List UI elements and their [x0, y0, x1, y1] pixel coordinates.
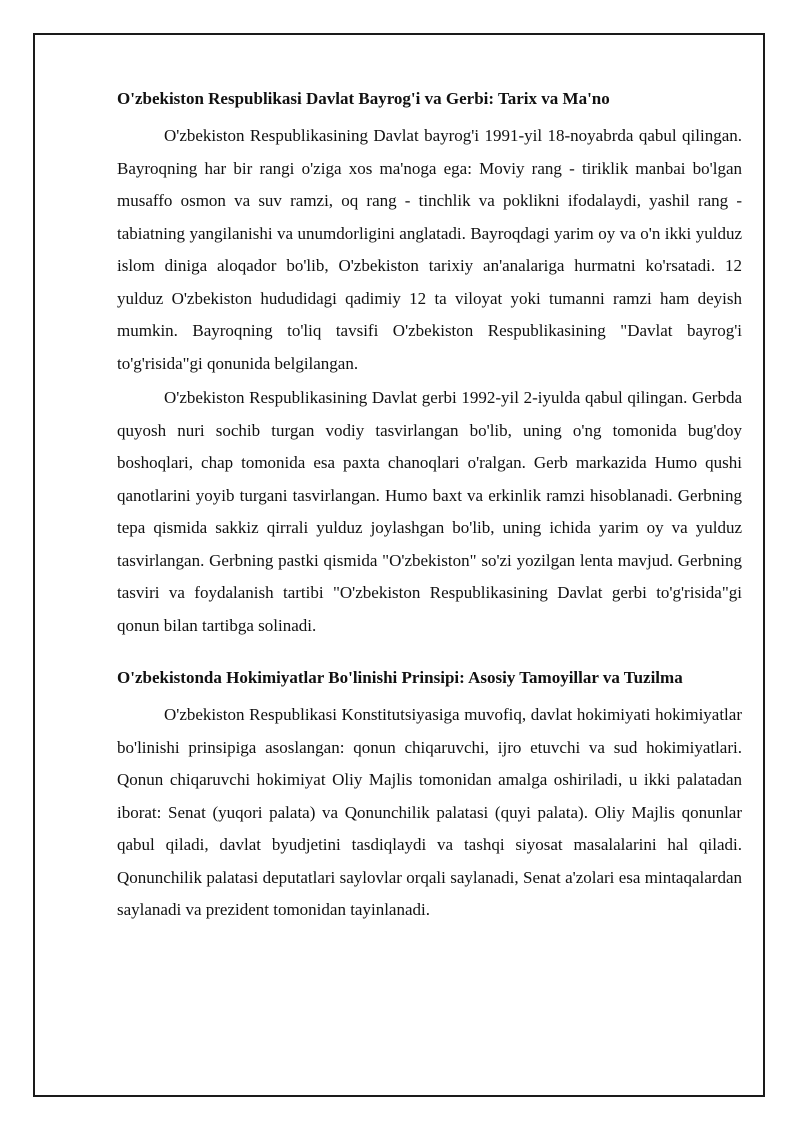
paragraph-flag: O'zbekiston Respublikasining Davlat bayrog'i 1991-yil 18-noyabrda qabul qilingan. Bayroqning har bir rangi o'ziga xos ma'noga ega: Moviy rang - tiriklik manbai bo'lgan musaffo osmon va suv ramzi, oq rang - tinchlik va poklikni ifodalaydi, yashil rang - tabiatning yangilanishi va unumdorligini anglatadi. Bayroqdagi yarim oy va o'n ikki yulduz islom diniga aloqador bo'lib, O'zbekiston tarixiy an'analariga hurmatni ko'rsatadi. 12 yulduz O'zbekiston hududidagi qadimiy 12 ta viloyat yoki tumanni ramzi ham deyish mumkin. Bayroqning to'liq tavsifi O'zbekiston Respublikasining "Davlat bayrog'i to'g'risida"gi qonunida belgilangan.	[117, 126, 742, 373]
section-heading-separation-of-powers: O'zbekistonda Hokimiyatlar Bo'linishi Prinsipi: Asosiy Tamoyillar va Tuzilma	[117, 668, 683, 687]
paragraph-emblem: O'zbekiston Respublikasining Davlat gerbi 1992-yil 2-iyulda qabul qilingan. Gerbda quyosh nuri sochib turgan vodiy tasvirlangan bo'lib, uning o'ng tomonida bug'doy boshoqlari, chap tomonida esa paxta chanoqlari o'ralgan. Gerb markazida Humo qushi qanotlarini yoyib turgani tasvirlangan. Humo baxt va erkinlik ramzi hisoblanadi. Gerbning tepa qismida sakkiz qirrali yulduz joylashgan bo'lib, uning ichida yarim oy va yulduz tasvirlangan. Gerbning pastki qismida "O'zbekiston" so'zi yozilgan lenta mavjud. Gerbning tasviri va foydalanish tartibi "O'zbekiston Respublikasining Davlat gerbi to'g'risida"gi qonun bilan tartibga solinadi.	[117, 388, 742, 635]
document-body	[117, 87, 742, 929]
section-heading-flag-emblem: O'zbekiston Respublikasi Davlat Bayrog'i va Gerbi: Tarix va Ma'no	[117, 89, 610, 108]
paragraph-separation-of-powers: O'zbekiston Respublikasi Konstitutsiyasiga muvofiq, davlat hokimiyati hokimiyatlar bo'linishi prinsipiga asoslangan: qonun chiqaruvchi, ijro etuvchi va sud hokimiyatlari. Qonun chiqaruvchi hokimiyat Oliy Majlis tomonidan amalga oshiriladi, u ikki palatadan iborat: Senat (yuqori palata) va Qonunchilik palatasi (quyi palata). Oliy Majlis qonunlar qabul qiladi, davlat byudjetini tasdiqlaydi va tashqi siyosat masalalarini hal qiladi. Qonunchilik palatasi deputatlari saylovlar orqali saylanadi, Senat a'zolari esa mintaqalardan saylanadi va prezident tomonidan tayinlanadi.	[117, 705, 742, 919]
